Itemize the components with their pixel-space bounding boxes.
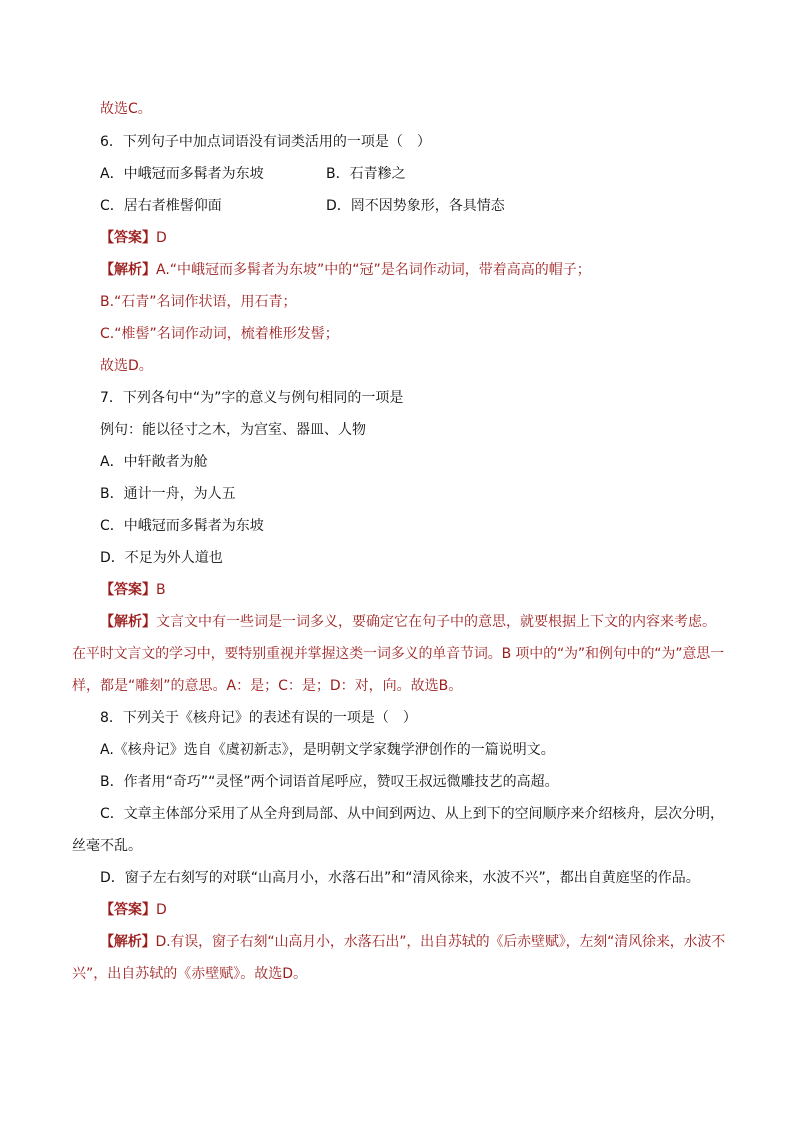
question-7-option-c: C．中峨冠而多髯者为东坡 xyxy=(100,518,264,534)
answer-value: B xyxy=(156,582,166,598)
question-7-stem: 7．下列各句中“为”字的意义与例句相同的一项是 xyxy=(100,390,404,406)
analysis-line: 在平时文言文的学习中，要特别重视并掌握这类一词多义的单音节词。B 项中的“为”和例句中的“为”意思一 xyxy=(72,646,724,662)
question-6-option-b: B．石青糁之 xyxy=(326,166,406,182)
answer-value: D xyxy=(156,902,167,918)
answer-label: 【答案】 xyxy=(100,582,156,598)
analysis-text: 文言文中有一些词是一词多义，要确定它在句子中的意思，就要根据上下文的内容来考虑。 xyxy=(156,614,716,630)
question-6-option-c: C．居右者椎髻仰面 xyxy=(100,198,222,214)
question-6-stem: 6．下列句子中加点词语没有词类活用的一项是（ ） xyxy=(100,134,431,150)
question-6-analysis xyxy=(100,260,591,280)
answer-label: 【答案】 xyxy=(100,230,156,246)
question-8-stem: 8．下列关于《核舟记》的表述有误的一项是（ ） xyxy=(100,710,417,726)
question-8-option-b: B．作者用“奇巧”“灵怪”两个词语首尾呼应，赞叹王叔远微雕技艺的高超。 xyxy=(100,774,559,790)
answer-label: 【答案】 xyxy=(100,902,156,918)
question-8-option-d: D．窗子左右刻写的对联“山高月小，水落石出”和“清风徐来，水波不兴”，都出自黄庭坚的作品。 xyxy=(100,870,700,886)
analysis-line: C.“椎髻”名词作动词，梳着椎形发髻； xyxy=(100,326,339,342)
analysis-label: 【解析】 xyxy=(100,262,156,278)
analysis-line: 样，都是“雕刻”的意思。A：是；C：是；D：对，向。故选B。 xyxy=(72,678,463,694)
analysis-line: 兴”，出自苏轼的《赤壁赋》。故选D。 xyxy=(72,966,308,982)
question-6-options-row-1 xyxy=(100,164,406,184)
question-8-option-c: C．文章主体部分采用了从全舟到局部、从中间到两边、从上到下的空间顺序来介绍核舟，层次分明， xyxy=(100,806,724,822)
question-6-option-d: D．罔不因势象形，各具情态 xyxy=(326,198,505,214)
question-8-analysis xyxy=(100,932,725,952)
question-8-option-a: A.《核舟记》选自《虞初新志》，是明朝文学家魏学洢创作的一篇说明文。 xyxy=(100,742,555,758)
question-8-option-c-cont: 丝毫不乱。 xyxy=(72,838,142,854)
answer-conclusion-q6: 故选D。 xyxy=(100,358,153,374)
analysis-label: 【解析】 xyxy=(100,934,156,950)
question-7-option-b: B．通计一舟，为人五 xyxy=(100,486,236,502)
question-7-option-a: A．中轩敞者为舱 xyxy=(100,454,208,470)
analysis-text: D.有误，窗子右刻“山高月小，水落石出”，出自苏轼的《后赤壁赋》，左刻“清风徐来，水波不 xyxy=(155,934,726,950)
question-6-answer xyxy=(100,228,167,248)
analysis-label: 【解析】 xyxy=(100,614,156,630)
answer-conclusion-q5: 故选C。 xyxy=(100,101,152,117)
question-7-example: 例句：能以径寸之木，为宫室、器皿、人物 xyxy=(100,422,366,438)
question-7-option-d: D．不足为外人道也 xyxy=(100,550,223,566)
question-8-answer xyxy=(100,900,167,920)
question-7-analysis xyxy=(100,612,716,632)
question-6-options-row-2 xyxy=(100,196,505,216)
question-7-answer xyxy=(100,580,166,600)
analysis-line: B.“石青”名词作状语，用石青； xyxy=(100,294,297,310)
analysis-text: A.“中峨冠而多髯者为东坡”中的“冠”是名词作动词，带着高高的帽子； xyxy=(156,262,591,278)
question-6-option-a: A．中峨冠而多髯者为东坡 xyxy=(100,166,264,182)
answer-value: D xyxy=(156,230,167,246)
